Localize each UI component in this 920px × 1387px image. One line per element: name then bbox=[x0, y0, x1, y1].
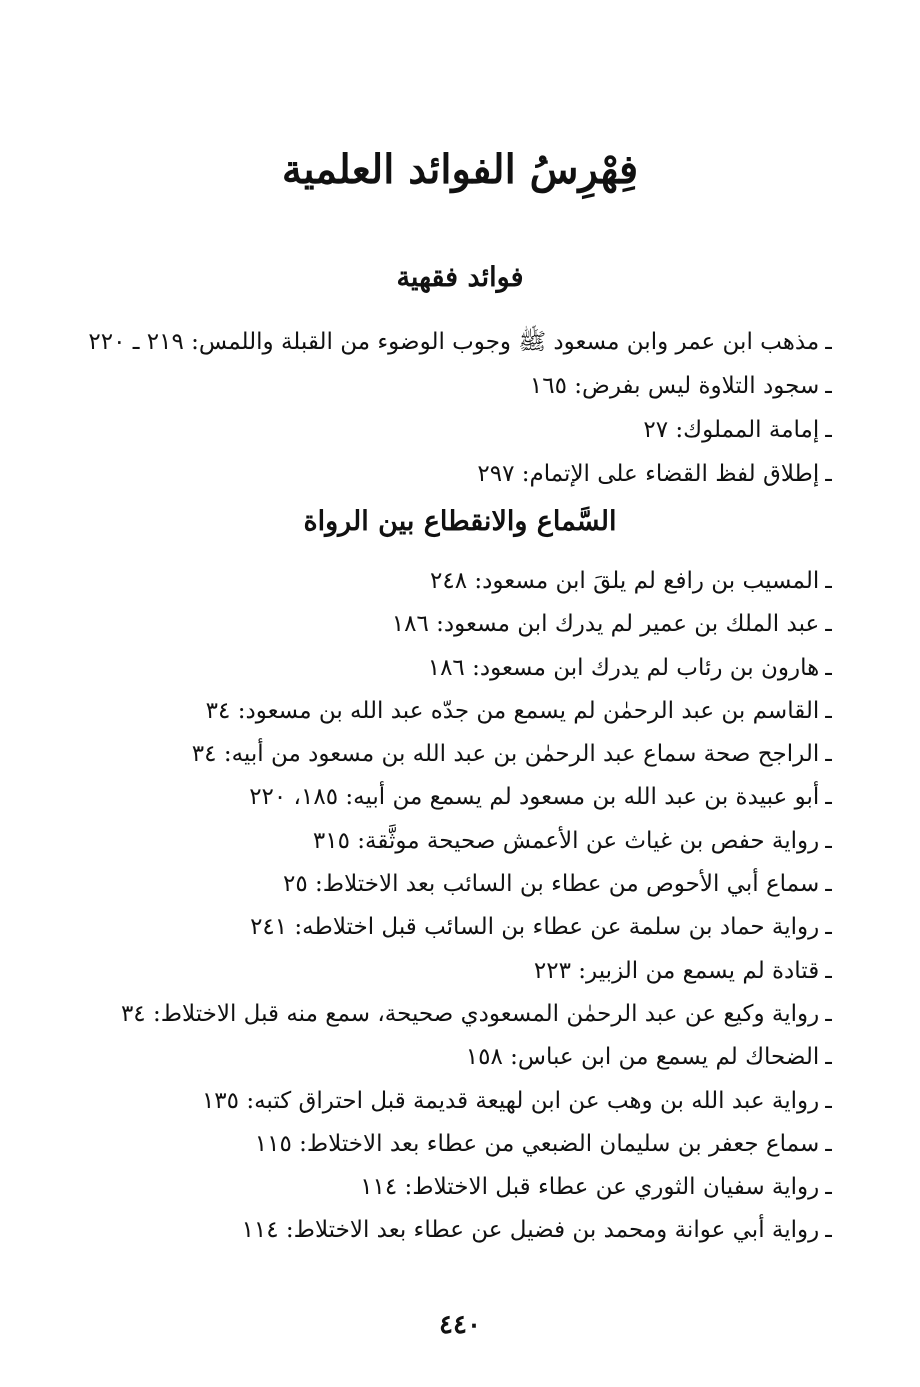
list-item bbox=[42, 776, 832, 819]
dash-marker: ـ bbox=[825, 1174, 832, 1201]
list-item bbox=[42, 1080, 832, 1123]
list-item bbox=[42, 863, 832, 906]
entry-text: مذهب ابن عمر وابن مسعود ﷺ وجوب الوضوء من القبلة واللمس: ٢١٩ ـ ٢٢٠ bbox=[88, 329, 820, 355]
list-item bbox=[42, 733, 832, 776]
entry-text: رواية عبد الله بن وهب عن ابن لهيعة قديمة قبل احتراق كتبه: ١٣٥ bbox=[201, 1087, 820, 1114]
dash-marker: ـ bbox=[825, 827, 832, 854]
list-item bbox=[42, 603, 832, 646]
entry-text: رواية حماد بن سلمة عن عطاء بن السائب قبل اختلاطه: ٢٤١ bbox=[250, 914, 820, 941]
dash-marker: ـ bbox=[825, 697, 832, 724]
narrators-entries-list bbox=[42, 560, 832, 1253]
entry-text: قتادة لم يسمع من الزبير: ٢٢٣ bbox=[533, 957, 820, 984]
entry-text: المسيب بن رافع لم يلقَ ابن مسعود: ٢٤٨ bbox=[430, 568, 820, 594]
dash-marker: ـ bbox=[825, 871, 832, 898]
list-item bbox=[42, 820, 832, 863]
entry-text: سماع أبي الأحوص من عطاء بن السائب بعد الاختلاط: ٢٥ bbox=[283, 871, 820, 898]
dash-marker: ـ bbox=[825, 1087, 832, 1114]
entry-text: سماع جعفر بن سليمان الضبعي من عطاء بعد الاختلاط: ١١٥ bbox=[254, 1130, 820, 1157]
dash-marker: ـ bbox=[825, 784, 832, 811]
dash-marker: ـ bbox=[825, 957, 832, 984]
list-item bbox=[42, 408, 832, 452]
list-item bbox=[42, 1166, 832, 1209]
list-item bbox=[42, 906, 832, 949]
list-item bbox=[42, 1036, 832, 1079]
entry-text: أبو عبيدة بن عبد الله بن مسعود لم يسمع من أبيه: ١٨٥، ٢٢٠ bbox=[249, 784, 820, 811]
page-number: ٤٤٠ bbox=[439, 1310, 481, 1340]
fiqh-entries-list bbox=[42, 320, 832, 496]
list-item bbox=[42, 452, 832, 496]
entry-text: هارون بن رئاب لم يدرك ابن مسعود: ١٨٦ bbox=[427, 654, 820, 681]
list-item bbox=[42, 690, 832, 733]
list-item bbox=[42, 1123, 832, 1166]
entry-text: إطلاق لفظ القضاء على الإتمام: ٢٩٧ bbox=[477, 461, 820, 487]
section-heading-narrators: السَّماع والانقطاع بين الرواة bbox=[303, 506, 617, 537]
list-item bbox=[42, 560, 832, 603]
list-item bbox=[42, 993, 832, 1036]
dash-marker: ـ bbox=[825, 1130, 832, 1157]
dash-marker: ـ bbox=[825, 461, 832, 487]
entry-text: إمامة المملوك: ٢٧ bbox=[643, 417, 820, 443]
list-item bbox=[42, 1209, 832, 1252]
entry-text: الراجح صحة سماع عبد الرحمٰن بن عبد الله بن مسعود من أبيه: ٣٤ bbox=[191, 741, 820, 768]
entry-text: القاسم بن عبد الرحمٰن لم يسمع من جدّه عبد الله بن مسعود: ٣٤ bbox=[205, 697, 820, 724]
dash-marker: ـ bbox=[825, 741, 832, 768]
list-item bbox=[42, 950, 832, 993]
entry-text: عبد الملك بن عمير لم يدرك ابن مسعود: ١٨٦ bbox=[391, 611, 820, 638]
list-item bbox=[42, 364, 832, 408]
dash-marker: ـ bbox=[825, 1217, 832, 1244]
list-item bbox=[42, 647, 832, 690]
entry-text: رواية سفيان الثوري عن عطاء قبل الاختلاط: ١١٤ bbox=[360, 1174, 820, 1201]
page-title: فِهْرِسُ الفوائد العلمية bbox=[281, 146, 639, 193]
dash-marker: ـ bbox=[825, 568, 832, 594]
dash-marker: ـ bbox=[825, 1000, 832, 1027]
entry-text: الضحاك لم يسمع من ابن عباس: ١٥٨ bbox=[465, 1044, 820, 1071]
dash-marker: ـ bbox=[825, 914, 832, 941]
entry-text: رواية وكيع عن عبد الرحمٰن المسعودي صحيحة، سمع منه قبل الاختلاط: ٣٤ bbox=[120, 1000, 820, 1027]
dash-marker: ـ bbox=[825, 417, 832, 443]
dash-marker: ـ bbox=[825, 373, 832, 399]
list-item bbox=[42, 320, 832, 364]
section-heading-fiqh: فوائد فقهية bbox=[396, 262, 524, 293]
dash-marker: ـ bbox=[825, 654, 832, 681]
dash-marker: ـ bbox=[825, 611, 832, 638]
entry-text: سجود التلاوة ليس بفرض: ١٦٥ bbox=[529, 373, 820, 399]
entry-text: رواية حفص بن غياث عن الأعمش صحيحة موثَّقة: ٣١٥ bbox=[312, 827, 820, 854]
dash-marker: ـ bbox=[825, 329, 832, 355]
entry-text: رواية أبي عوانة ومحمد بن فضيل عن عطاء بعد الاختلاط: ١١٤ bbox=[241, 1217, 820, 1244]
dash-marker: ـ bbox=[825, 1044, 832, 1071]
